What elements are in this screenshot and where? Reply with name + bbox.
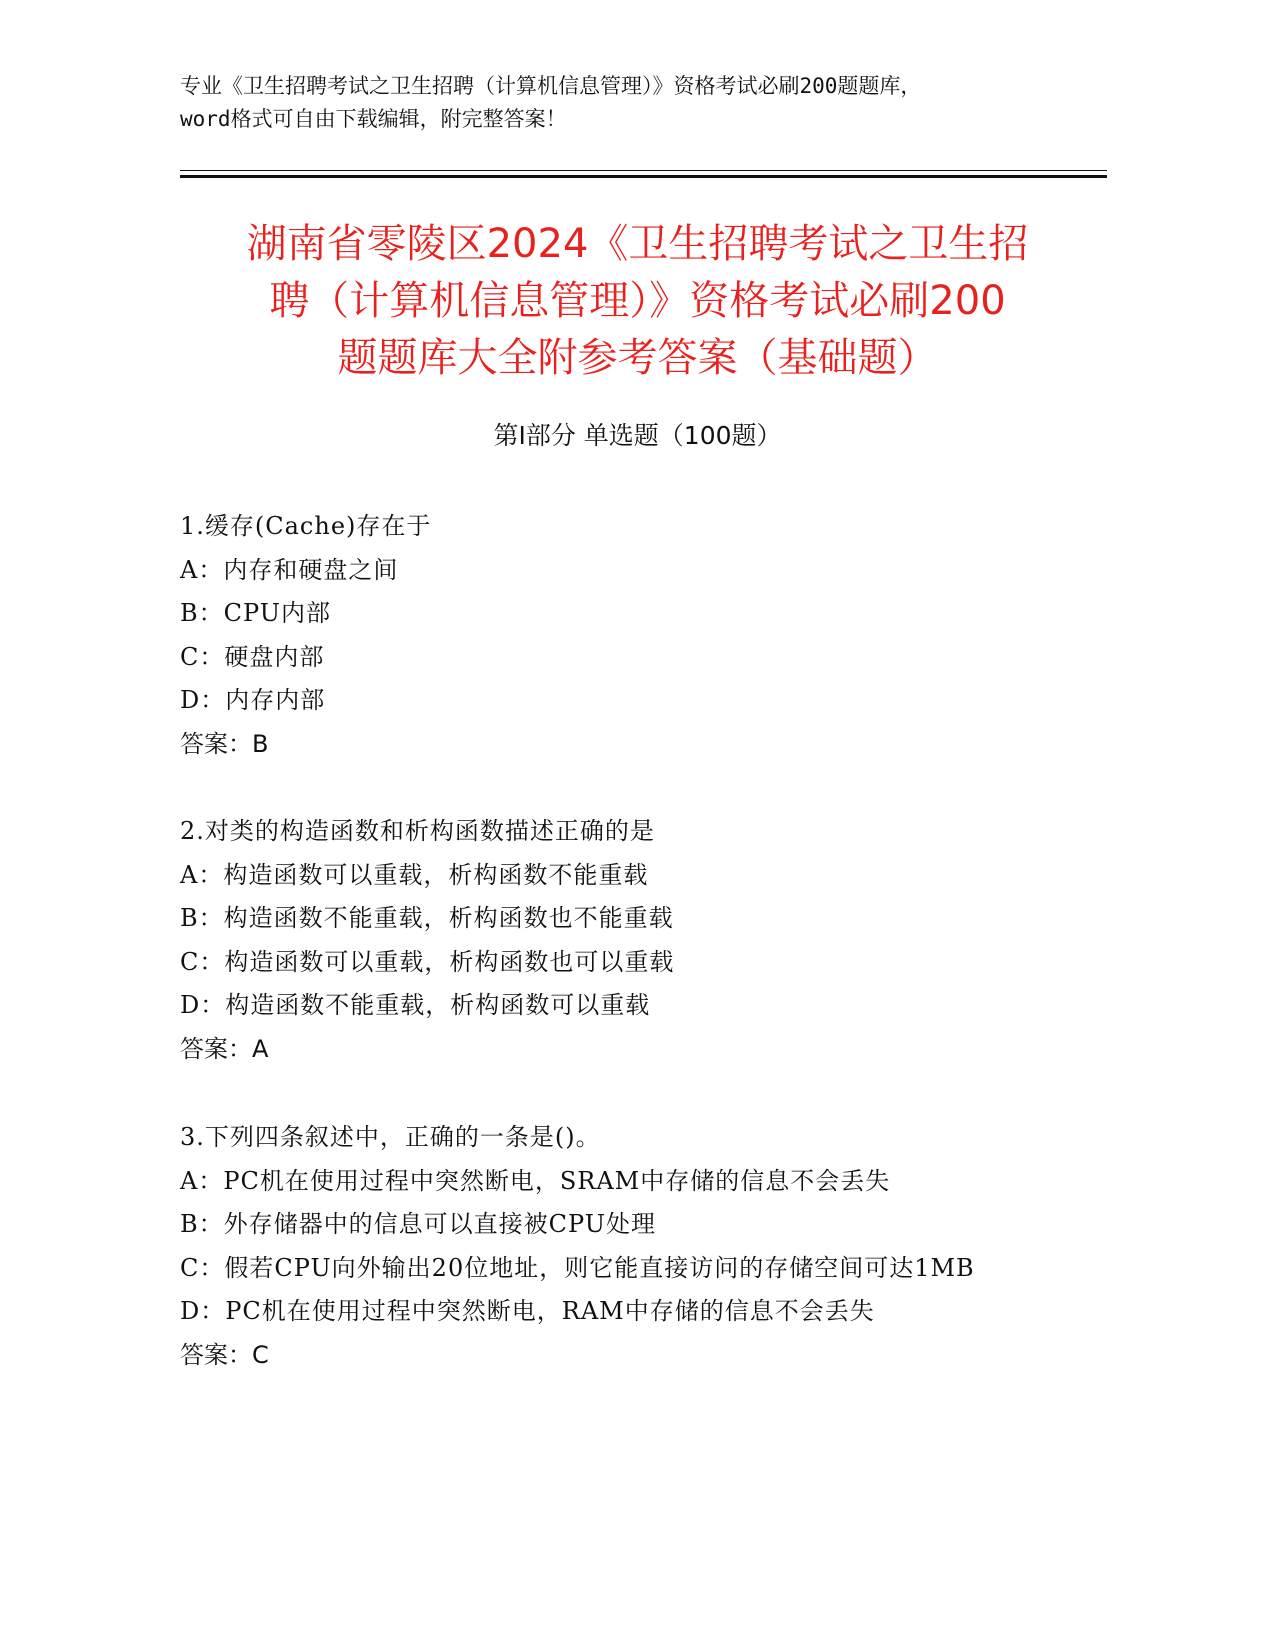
option-c: C：假若CPU向外输出20位地址，则它能直接访问的存储空间可达1MB bbox=[180, 1253, 975, 1282]
title-line-3: 题题库大全附参考答案（基础题） bbox=[337, 335, 938, 381]
option-c: C：构造函数可以重载，析构函数也可以重载 bbox=[180, 947, 675, 976]
option-d: D：构造函数不能重载，析构函数可以重载 bbox=[180, 991, 651, 1020]
question-block bbox=[180, 505, 1080, 767]
section-heading: 第I部分 单选题（100题） bbox=[493, 421, 782, 450]
option-b: B：CPU内部 bbox=[180, 599, 331, 628]
header-divider-thick bbox=[180, 175, 1107, 178]
option-d: D：内存内部 bbox=[180, 686, 326, 715]
answer-line: 答案：B bbox=[180, 729, 269, 758]
option-b: B：构造函数不能重载，析构函数也不能重载 bbox=[180, 904, 674, 933]
document-title bbox=[150, 216, 1125, 387]
intro-line-2: word格式可自由下载编辑，附完整答案！ bbox=[180, 107, 567, 131]
question-block bbox=[180, 1116, 1080, 1378]
answer-line: 答案：C bbox=[180, 1340, 269, 1369]
option-b: B：外存储器中的信息可以直接被CPU处理 bbox=[180, 1210, 656, 1239]
title-line-1: 湖南省零陵区2024《卫生招聘考试之卫生招 bbox=[246, 221, 1029, 267]
option-a: A：内存和硬盘之间 bbox=[180, 555, 399, 584]
question-stem: 1.缓存(Cache)存在于 bbox=[180, 512, 432, 540]
question-stem: 3.下列四条叙述中，正确的一条是()。 bbox=[180, 1123, 601, 1151]
option-a: A：构造函数可以重载，析构函数不能重载 bbox=[180, 860, 649, 889]
option-a: A：PC机在使用过程中突然断电，SRAM中存储的信息不会丢失 bbox=[180, 1166, 891, 1195]
title-line-2: 聘（计算机信息管理）》资格考试必刷200 bbox=[269, 278, 1006, 324]
option-c: C：硬盘内部 bbox=[180, 642, 325, 671]
option-d: D：PC机在使用过程中突然断电，RAM中存储的信息不会丢失 bbox=[180, 1297, 875, 1326]
header-divider-thin bbox=[180, 170, 1107, 171]
answer-line: 答案：A bbox=[180, 1034, 269, 1063]
intro-text bbox=[180, 70, 1100, 136]
question-block bbox=[180, 810, 1080, 1072]
intro-line-1: 专业《卫生招聘考试之卫生招聘（计算机信息管理）》资格考试必刷200题题库， bbox=[180, 74, 922, 98]
question-stem: 2.对类的构造函数和析构函数描述正确的是 bbox=[180, 817, 655, 845]
